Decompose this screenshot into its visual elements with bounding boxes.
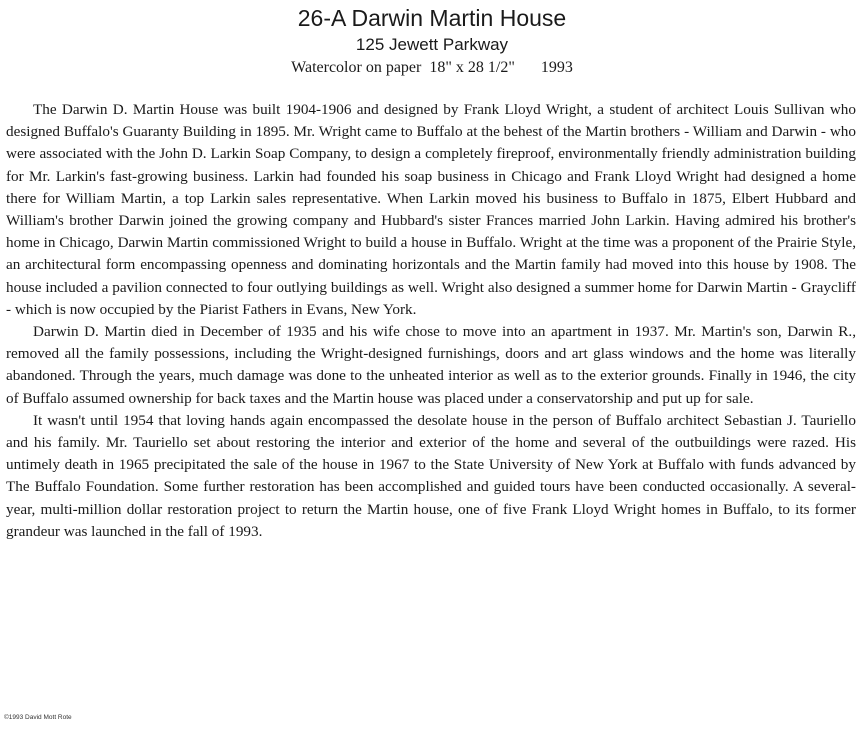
body-text: [6, 99, 856, 543]
paragraph-3: It wasn't until 1954 that loving hands again encompassed the desolate house in the person of Buffalo architect Sebastian J. Tauriello and his family. Mr. Tauriello set about restoring the interior and exterior of the home and several of the outbuildings were razed. His untimely death in 1965 precipitated the sale of the house in 1967 to the State University of New York at Buffalo with funds advanced by The Buffalo Foundation. Some further restoration has been accomplished and guided tours have been conducted occasionally. A several-year, multi-million dollar restoration project to return the Martin house, one of five Frank Lloyd Wright homes in Buffalo, to its former grandeur was launched in the fall of 1993.: [6, 411, 856, 540]
year: 1993: [540, 59, 573, 76]
paragraph-2: Darwin D. Martin died in December of 1935 and his wife chose to move into an apartment in 1937. Mr. Martin's son, Darwin R., removed all the family possessions, including the Wright-designed furnishings, doors and art glass windows and the home was literally abandoned. Through the years, much damage was done to the unheated interior as well as to the exterior grounds. Finally in 1946, the city of Buffalo assumed ownership for back taxes and the Martin house was placed under a conservatorship and put up for sale.: [6, 323, 856, 407]
dimensions: 18" x 28 1/2": [429, 59, 515, 76]
page-title: 26-A Darwin Martin House: [297, 5, 567, 31]
medium: Watercolor on paper: [291, 59, 422, 76]
paragraph-1: The Darwin D. Martin House was built 1904-1906 and designed by Frank Lloyd Wright, a student of architect Louis Sullivan who designed Buffalo's Guaranty Building in 1895. Mr. Wright came to Buffalo at the behest of the Martin brothers - William and Darwin - who were associated with the John D. Larkin Soap Company, to design a completely fireproof, environmentally friendly administration building for Mr. Larkin's fast-growing business. Larkin had founded his soap business in Chicago and Frank Lloyd Wright had designed a home there for William Martin, a top Larkin sales representative. When Larkin moved his business to Buffalo in 1875, Elbert Hubbard and William's brother Darwin joined the growing company and Hubbard's sister Frances married John Larkin. Having admired his brother's home in Chicago, Darwin Martin commissioned Wright to build a house in Buffalo. Wright at the time was a proponent of the Prairie Style, an architectural form encompassing openness and dominating horizontals and the Martin family had moved into this house by 1908. The house included a pavilion connected to four outlying buildings as well. Wright also designed a summer home for Darwin Martin - Graycliff - which is now occupied by the Piarist Fathers in Evans, New York.: [6, 101, 856, 318]
copyright-notice: ©1993 David Mott Rote: [4, 714, 72, 721]
page-header: [0, 4, 864, 79]
address: 125 Jewett Parkway: [355, 35, 509, 54]
medium-line: [0, 57, 864, 79]
